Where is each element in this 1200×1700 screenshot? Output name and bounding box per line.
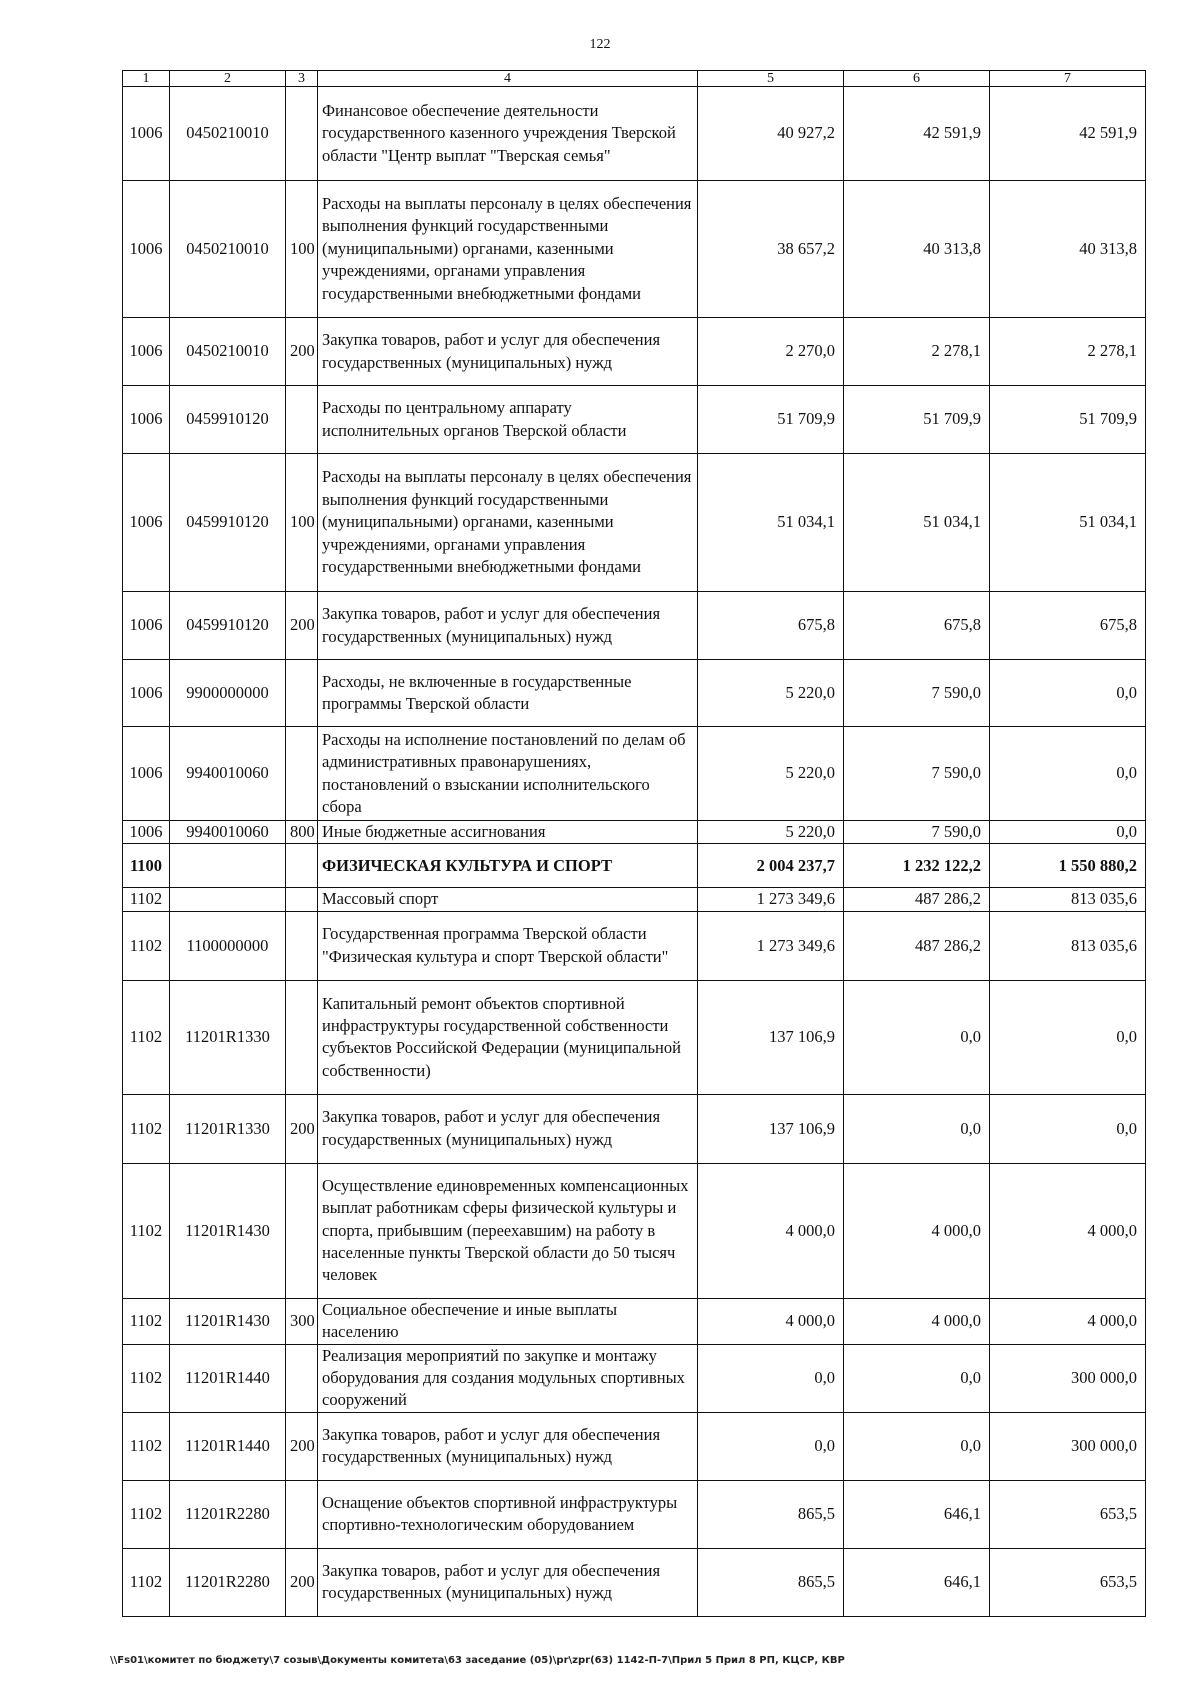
target-code-cell: 1100000000 <box>170 911 286 980</box>
table-row <box>123 911 1146 980</box>
expense-type-cell <box>286 980 318 1094</box>
col-header-2: 2 <box>170 71 286 87</box>
amount-year3-cell: 300 000,0 <box>990 1344 1146 1412</box>
amount-year3-cell: 4 000,0 <box>990 1298 1146 1344</box>
table-row <box>123 1480 1146 1548</box>
expense-type-cell <box>286 1163 318 1298</box>
item-name-cell: Расходы на выплаты персоналу в целях обеспечения выполнения функций государственными (муниципальными) органами, казенными учреждениями, органами управления государственными внебюджетными фондами <box>318 454 698 592</box>
target-code-cell: 9940010060 <box>170 727 286 821</box>
item-name-cell: ФИЗИЧЕСКАЯ КУЛЬТУРА И СПОРТ <box>318 844 698 888</box>
table-row <box>123 87 1146 181</box>
amount-year3-cell: 1 550 880,2 <box>990 844 1146 888</box>
amount-year2-cell: 42 591,9 <box>844 87 990 181</box>
section-code-cell: 1006 <box>123 454 170 592</box>
amount-year2-cell: 646,1 <box>844 1548 990 1616</box>
section-code-cell: 1102 <box>123 1094 170 1163</box>
section-code-cell: 1102 <box>123 888 170 911</box>
table-row <box>123 1548 1146 1616</box>
amount-year2-cell: 2 278,1 <box>844 318 990 386</box>
section-code-cell: 1102 <box>123 1412 170 1480</box>
target-code-cell: 11201R1330 <box>170 1094 286 1163</box>
amount-year2-cell: 1 232 122,2 <box>844 844 990 888</box>
table-row <box>123 592 1146 660</box>
amount-year2-cell: 4 000,0 <box>844 1298 990 1344</box>
item-name-cell: Расходы на исполнение постановлений по делам об административных правонарушениях, постановлений о взыскании исполнительского сбора <box>318 727 698 821</box>
amount-year1-cell: 4 000,0 <box>698 1298 844 1344</box>
item-name-cell: Государственная программа Тверской области "Физическая культура и спорт Тверской области" <box>318 911 698 980</box>
footer-file-path: \\Fs01\комитет по бюджету\7 созыв\Документы комитета\63 заседание (05)\pr\zpr(63) 1142-П-7\Прил 5 Прил 8 РП, КЦСР, КВР <box>110 1655 845 1666</box>
amount-year3-cell: 0,0 <box>990 660 1146 727</box>
expense-type-cell: 200 <box>286 1548 318 1616</box>
table-row <box>123 318 1146 386</box>
expense-type-cell <box>286 727 318 821</box>
item-name-cell: Закупка товаров, работ и услуг для обеспечения государственных (муниципальных) нужд <box>318 592 698 660</box>
table-row <box>123 980 1146 1094</box>
amount-year3-cell: 0,0 <box>990 727 1146 821</box>
expense-type-cell <box>286 660 318 727</box>
col-header-4: 4 <box>318 71 698 87</box>
item-name-cell: Финансовое обеспечение деятельности государственного казенного учреждения Тверской области "Центр выплат "Тверская семья" <box>318 87 698 181</box>
expense-type-cell <box>286 844 318 888</box>
amount-year3-cell: 813 035,6 <box>990 888 1146 911</box>
amount-year3-cell: 0,0 <box>990 821 1146 844</box>
amount-year2-cell: 51 709,9 <box>844 386 990 454</box>
amount-year3-cell: 813 035,6 <box>990 911 1146 980</box>
amount-year1-cell: 1 273 349,6 <box>698 888 844 911</box>
amount-year1-cell: 5 220,0 <box>698 727 844 821</box>
amount-year2-cell: 0,0 <box>844 1344 990 1412</box>
amount-year1-cell: 137 106,9 <box>698 980 844 1094</box>
target-code-cell <box>170 844 286 888</box>
amount-year2-cell: 0,0 <box>844 1412 990 1480</box>
section-code-cell: 1102 <box>123 1163 170 1298</box>
table-row <box>123 454 1146 592</box>
item-name-cell: Оснащение объектов спортивной инфраструктуры спортивно-технологическим оборудованием <box>318 1480 698 1548</box>
table-row <box>123 1412 1146 1480</box>
item-name-cell: Массовый спорт <box>318 888 698 911</box>
section-code-cell: 1006 <box>123 821 170 844</box>
expense-type-cell: 800 <box>286 821 318 844</box>
target-code-cell: 9940010060 <box>170 821 286 844</box>
amount-year3-cell: 653,5 <box>990 1480 1146 1548</box>
item-name-cell: Реализация мероприятий по закупке и монтажу оборудования для создания модульных спортивных сооружений <box>318 1344 698 1412</box>
section-code-cell: 1006 <box>123 660 170 727</box>
expense-type-cell: 200 <box>286 592 318 660</box>
amount-year1-cell: 865,5 <box>698 1548 844 1616</box>
amount-year2-cell: 7 590,0 <box>844 727 990 821</box>
amount-year2-cell: 40 313,8 <box>844 181 990 318</box>
section-code-cell: 1100 <box>123 844 170 888</box>
table-row <box>123 727 1146 821</box>
header-row <box>123 71 1146 87</box>
section-code-cell: 1006 <box>123 727 170 821</box>
item-name-cell: Расходы на выплаты персоналу в целях обеспечения выполнения функций государственными (муниципальными) органами, казенными учреждениями, органами управления государственными внебюджетными фондами <box>318 181 698 318</box>
table-body <box>123 87 1146 1617</box>
amount-year2-cell: 0,0 <box>844 980 990 1094</box>
section-code-cell: 1102 <box>123 1298 170 1344</box>
expense-type-cell: 300 <box>286 1298 318 1344</box>
amount-year3-cell: 300 000,0 <box>990 1412 1146 1480</box>
expense-type-cell: 200 <box>286 318 318 386</box>
expense-type-cell: 100 <box>286 454 318 592</box>
col-header-7: 7 <box>990 71 1146 87</box>
amount-year1-cell: 5 220,0 <box>698 660 844 727</box>
target-code-cell <box>170 888 286 911</box>
item-name-cell: Закупка товаров, работ и услуг для обеспечения государственных (муниципальных) нужд <box>318 1094 698 1163</box>
table-row <box>123 821 1146 844</box>
item-name-cell: Расходы по центральному аппарату исполнительных органов Тверской области <box>318 386 698 454</box>
target-code-cell: 0459910120 <box>170 592 286 660</box>
amount-year1-cell: 40 927,2 <box>698 87 844 181</box>
table-row <box>123 386 1146 454</box>
amount-year1-cell: 51 709,9 <box>698 386 844 454</box>
expense-type-cell <box>286 87 318 181</box>
target-code-cell: 0459910120 <box>170 454 286 592</box>
section-code-cell: 1006 <box>123 181 170 318</box>
amount-year1-cell: 137 106,9 <box>698 1094 844 1163</box>
target-code-cell: 0459910120 <box>170 386 286 454</box>
amount-year3-cell: 0,0 <box>990 1094 1146 1163</box>
amount-year1-cell: 675,8 <box>698 592 844 660</box>
table-row <box>123 660 1146 727</box>
section-code-cell: 1006 <box>123 386 170 454</box>
amount-year3-cell: 2 278,1 <box>990 318 1146 386</box>
budget-table <box>122 70 1146 1617</box>
section-code-cell: 1006 <box>123 592 170 660</box>
amount-year1-cell: 38 657,2 <box>698 181 844 318</box>
table-row <box>123 1298 1146 1344</box>
target-code-cell: 0450210010 <box>170 87 286 181</box>
amount-year3-cell: 653,5 <box>990 1548 1146 1616</box>
amount-year2-cell: 7 590,0 <box>844 660 990 727</box>
amount-year3-cell: 675,8 <box>990 592 1146 660</box>
amount-year2-cell: 51 034,1 <box>844 454 990 592</box>
amount-year2-cell: 7 590,0 <box>844 821 990 844</box>
amount-year1-cell: 51 034,1 <box>698 454 844 592</box>
section-code-cell: 1102 <box>123 1480 170 1548</box>
amount-year2-cell: 0,0 <box>844 1094 990 1163</box>
amount-year2-cell: 646,1 <box>844 1480 990 1548</box>
table-row <box>123 888 1146 911</box>
amount-year1-cell: 0,0 <box>698 1344 844 1412</box>
section-code-cell: 1102 <box>123 980 170 1094</box>
section-code-cell: 1102 <box>123 1548 170 1616</box>
amount-year1-cell: 865,5 <box>698 1480 844 1548</box>
amount-year3-cell: 42 591,9 <box>990 87 1146 181</box>
amount-year3-cell: 4 000,0 <box>990 1163 1146 1298</box>
amount-year1-cell: 5 220,0 <box>698 821 844 844</box>
table-row <box>123 1094 1146 1163</box>
expense-type-cell <box>286 888 318 911</box>
col-header-6: 6 <box>844 71 990 87</box>
amount-year1-cell: 1 273 349,6 <box>698 911 844 980</box>
amount-year3-cell: 51 034,1 <box>990 454 1146 592</box>
table-row <box>123 181 1146 318</box>
item-name-cell: Социальное обеспечение и иные выплаты населению <box>318 1298 698 1344</box>
expense-type-cell: 200 <box>286 1094 318 1163</box>
expense-type-cell: 100 <box>286 181 318 318</box>
col-header-5: 5 <box>698 71 844 87</box>
item-name-cell: Расходы, не включенные в государственные программы Тверской области <box>318 660 698 727</box>
section-code-cell: 1006 <box>123 318 170 386</box>
section-code-cell: 1006 <box>123 87 170 181</box>
target-code-cell: 9900000000 <box>170 660 286 727</box>
col-header-3: 3 <box>286 71 318 87</box>
amount-year1-cell: 4 000,0 <box>698 1163 844 1298</box>
item-name-cell: Закупка товаров, работ и услуг для обеспечения государственных (муниципальных) нужд <box>318 1412 698 1480</box>
target-code-cell: 11201R1430 <box>170 1298 286 1344</box>
table-row <box>123 1163 1146 1298</box>
expense-type-cell <box>286 911 318 980</box>
item-name-cell: Иные бюджетные ассигнования <box>318 821 698 844</box>
amount-year2-cell: 675,8 <box>844 592 990 660</box>
target-code-cell: 11201R1440 <box>170 1344 286 1412</box>
section-code-cell: 1102 <box>123 911 170 980</box>
target-code-cell: 11201R1440 <box>170 1412 286 1480</box>
expense-type-cell <box>286 1344 318 1412</box>
amount-year2-cell: 487 286,2 <box>844 911 990 980</box>
item-name-cell: Капитальный ремонт объектов спортивной инфраструктуры государственной собственности субъектов Российской Федерации (муниципальной собственности) <box>318 980 698 1094</box>
target-code-cell: 0450210010 <box>170 318 286 386</box>
amount-year1-cell: 2 270,0 <box>698 318 844 386</box>
amount-year2-cell: 4 000,0 <box>844 1163 990 1298</box>
expense-type-cell: 200 <box>286 1412 318 1480</box>
target-code-cell: 11201R1330 <box>170 980 286 1094</box>
col-header-1: 1 <box>123 71 170 87</box>
expense-type-cell <box>286 1480 318 1548</box>
amount-year3-cell: 51 709,9 <box>990 386 1146 454</box>
page-number: 122 <box>589 37 611 52</box>
target-code-cell: 0450210010 <box>170 181 286 318</box>
item-name-cell: Закупка товаров, работ и услуг для обеспечения государственных (муниципальных) нужд <box>318 318 698 386</box>
section-code-cell: 1102 <box>123 1344 170 1412</box>
item-name-cell: Закупка товаров, работ и услуг для обеспечения государственных (муниципальных) нужд <box>318 1548 698 1616</box>
target-code-cell: 11201R2280 <box>170 1480 286 1548</box>
target-code-cell: 11201R2280 <box>170 1548 286 1616</box>
amount-year2-cell: 487 286,2 <box>844 888 990 911</box>
expense-type-cell <box>286 386 318 454</box>
table-row <box>123 844 1146 888</box>
amount-year3-cell: 0,0 <box>990 980 1146 1094</box>
target-code-cell: 11201R1430 <box>170 1163 286 1298</box>
amount-year1-cell: 0,0 <box>698 1412 844 1480</box>
item-name-cell: Осуществление единовременных компенсационных выплат работникам сферы физической культуры и спорта, прибывшим (переехавшим) на работу в населенные пункты Тверской области до 50 тысяч человек <box>318 1163 698 1298</box>
amount-year1-cell: 2 004 237,7 <box>698 844 844 888</box>
amount-year3-cell: 40 313,8 <box>990 181 1146 318</box>
table-row <box>123 1344 1146 1412</box>
